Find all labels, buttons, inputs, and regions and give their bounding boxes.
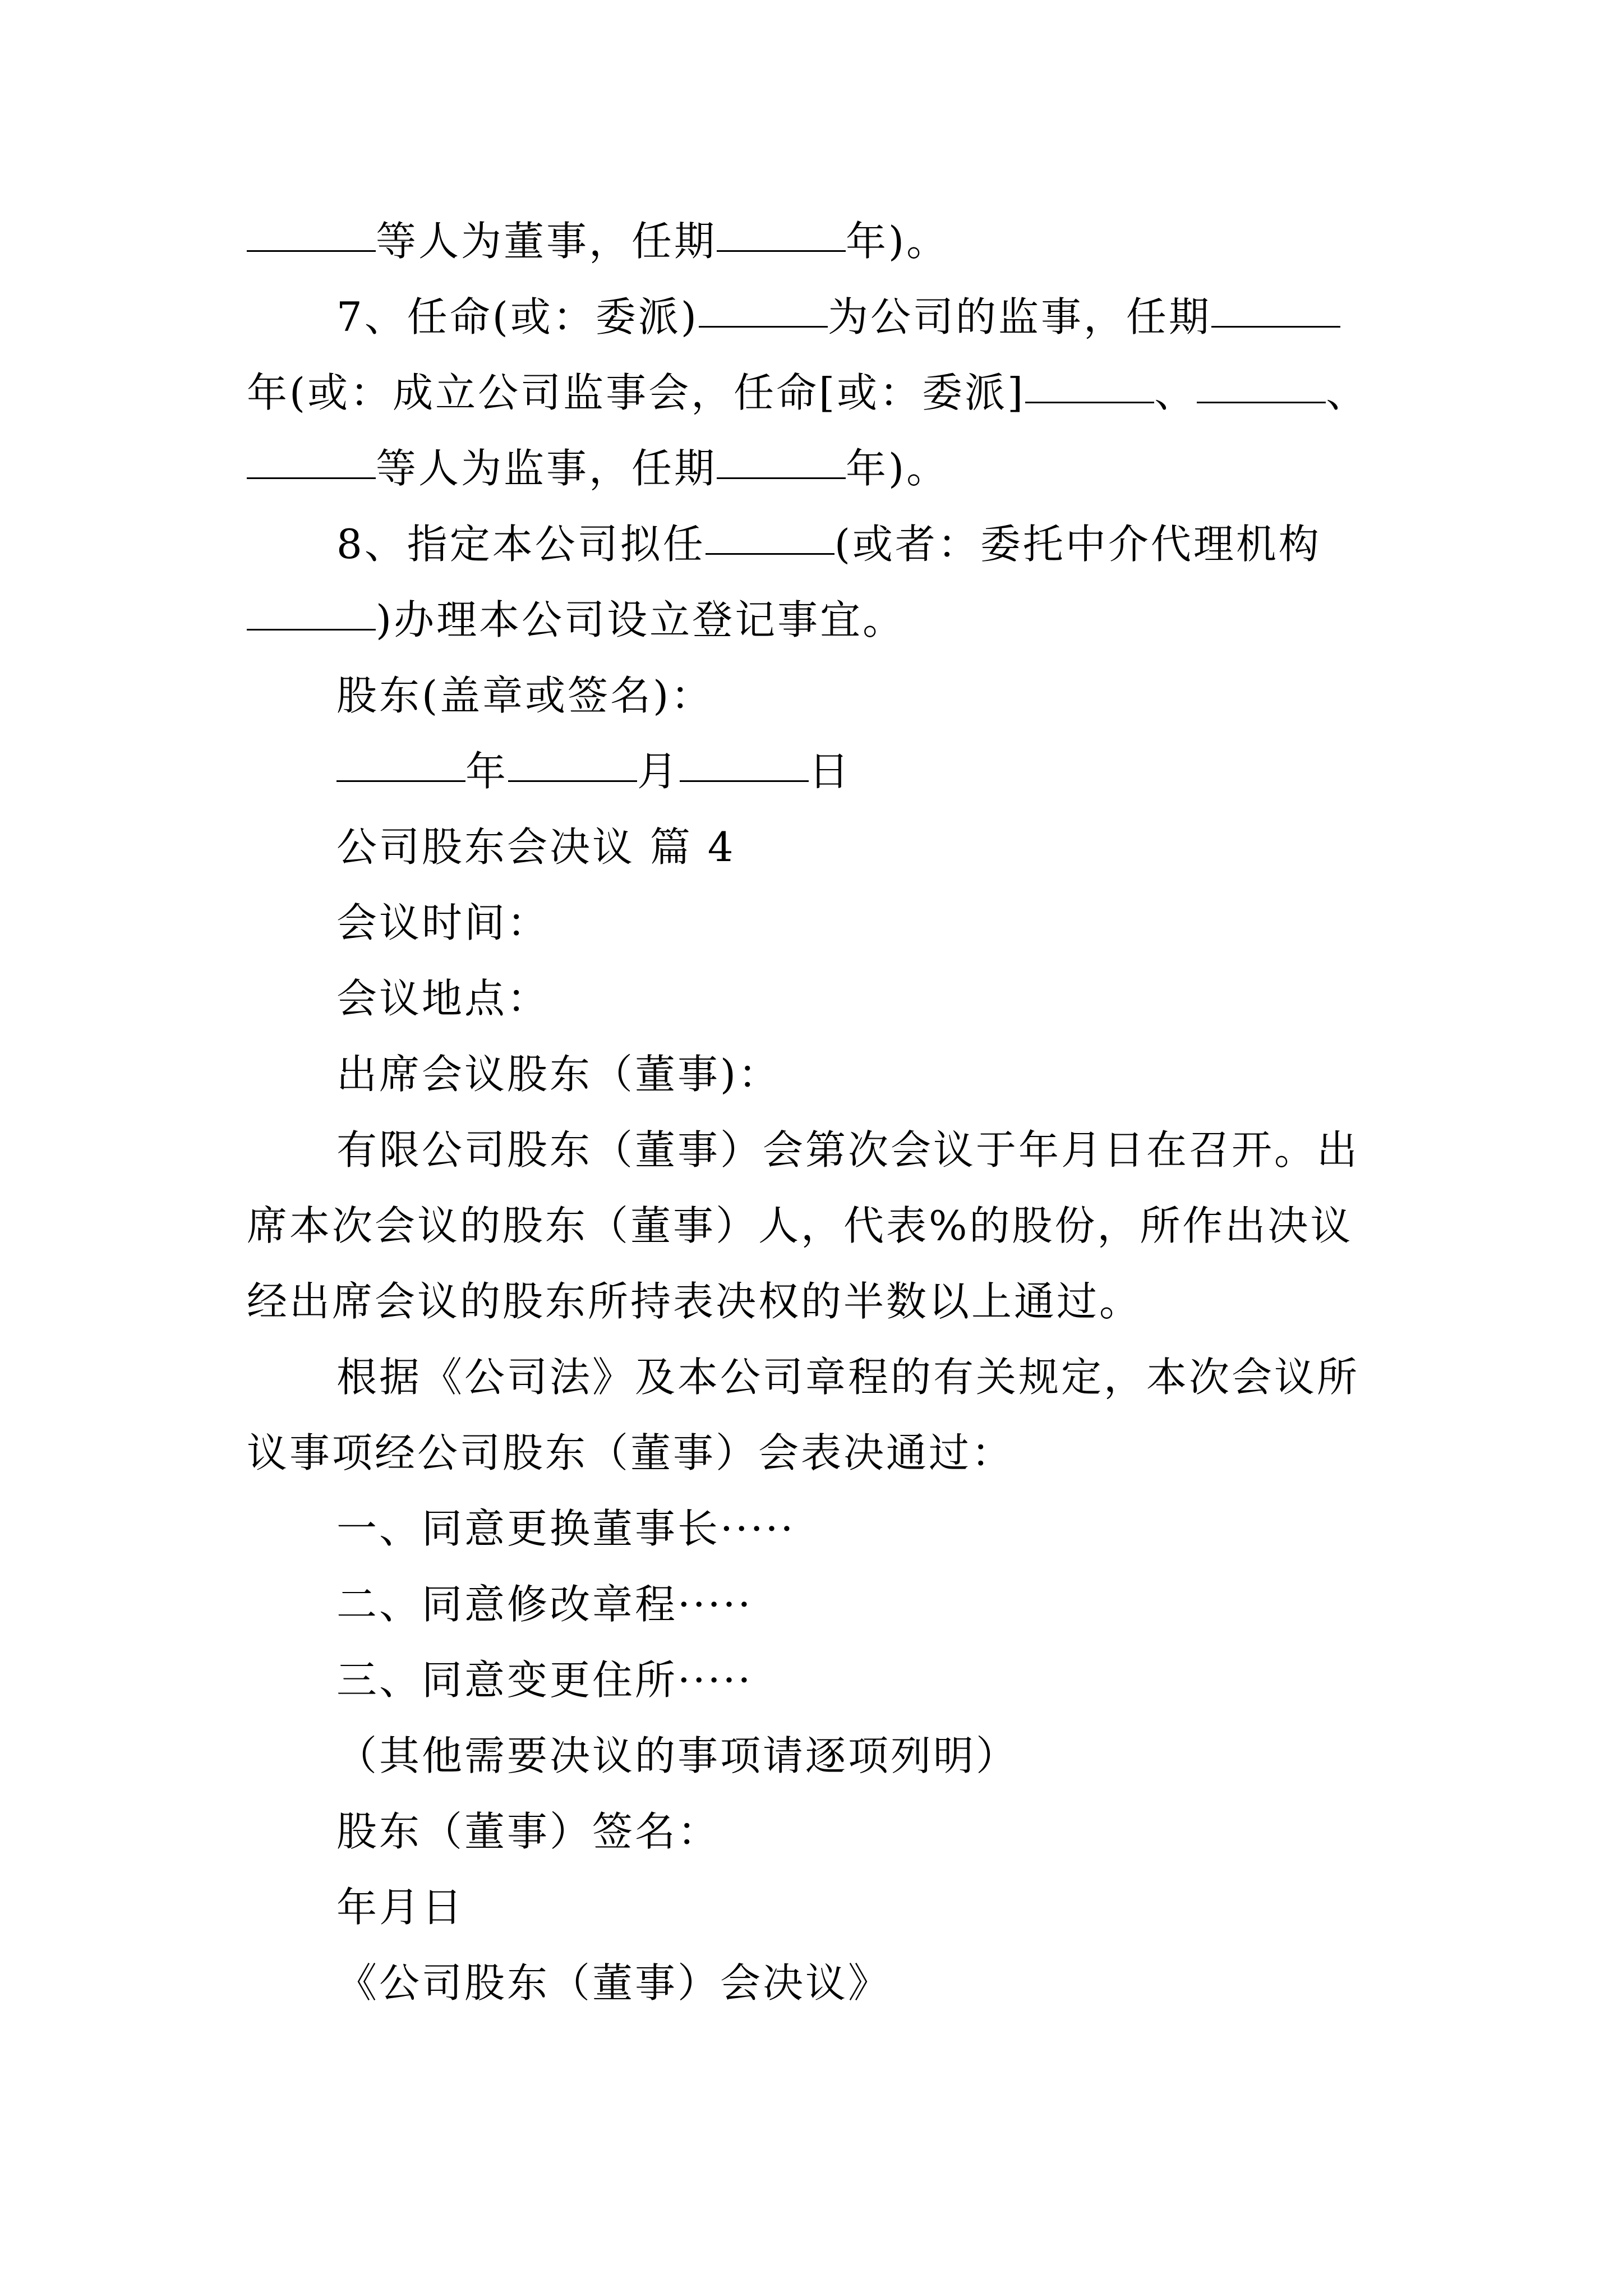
text-segment: 7、任命(或：委派) [336,293,699,341]
text-segment: 年 [465,748,509,795]
text-segment: 、 [1154,369,1197,416]
text-line: 经出席会议的股东所持表决权的半数以上通过。 [247,1278,1142,1325]
text-line: 出席会议股东（董事)： [336,1051,781,1098]
fill-blank [717,477,846,479]
text-segment: 等人为董事，任期 [376,218,717,265]
text-segment: 为公司的监事，任期 [828,293,1212,341]
text-line: 根据《公司法》及本公司章程的有关规定，本次会议所 [336,1354,1360,1401]
fill-blank [1025,401,1154,403]
text-segment: (或者：委托中介代理机构 [834,521,1321,568]
fill-blank [247,628,376,631]
fill-blank [247,250,376,252]
text-line [336,510,1492,578]
list-item: 一、同意更换董事长····· [336,1505,796,1552]
text-line [247,435,1402,502]
date-line [336,738,1492,805]
text-line: 会议时间： [336,899,550,946]
fill-blank [508,780,637,782]
section-heading: 公司股东会决议 篇 4 [336,823,736,871]
fill-blank [706,553,834,555]
text-segment: 年(或：成立公司监事会，任命[或：委派] [247,369,1026,416]
text-line: 会议地点： [336,975,550,1022]
list-item: 三、同意变更住所····· [336,1657,753,1704]
text-segment: 月 [637,748,680,795]
text-line: 股东（董事）签名： [336,1808,721,1855]
fill-blank [1211,325,1340,328]
text-line: 议事项经公司股东（董事）会表决通过： [247,1429,1015,1476]
text-segment: 年)。 [846,218,949,265]
text-line: 股东(盖章或签名)： [336,672,714,719]
fill-blank [680,780,809,782]
fill-blank [699,325,828,328]
text-line: 《公司股东（董事）会决议》 [336,1959,891,2007]
text-segment: 、 [1326,369,1369,416]
text-line [247,586,1402,654]
fill-blank [247,477,376,479]
fill-blank [336,780,465,782]
text-line: 有限公司股东（董事）会第次会议于年月日在召开。出 [336,1126,1360,1174]
text-segment: 等人为监事，任期 [376,445,717,492]
text-segment: 日 [809,748,852,795]
list-item: 二、同意修改章程····· [336,1581,753,1628]
text-line: 年月日 [336,1884,465,1931]
text-line: 席本次会议的股东（董事）人，代表%的股份，所作出决议 [247,1202,1353,1249]
fill-blank [1197,401,1326,403]
text-line [247,359,1402,426]
fill-blank [717,250,846,252]
text-segment: 8、指定本公司拟任 [336,521,706,568]
text-segment: 年)。 [846,445,949,492]
text-line [247,208,1402,275]
text-segment: )办理本公司设立登记事宜。 [376,596,906,643]
text-line [336,283,1492,351]
text-line: （其他需要决议的事项请逐项列明） [336,1732,1019,1779]
